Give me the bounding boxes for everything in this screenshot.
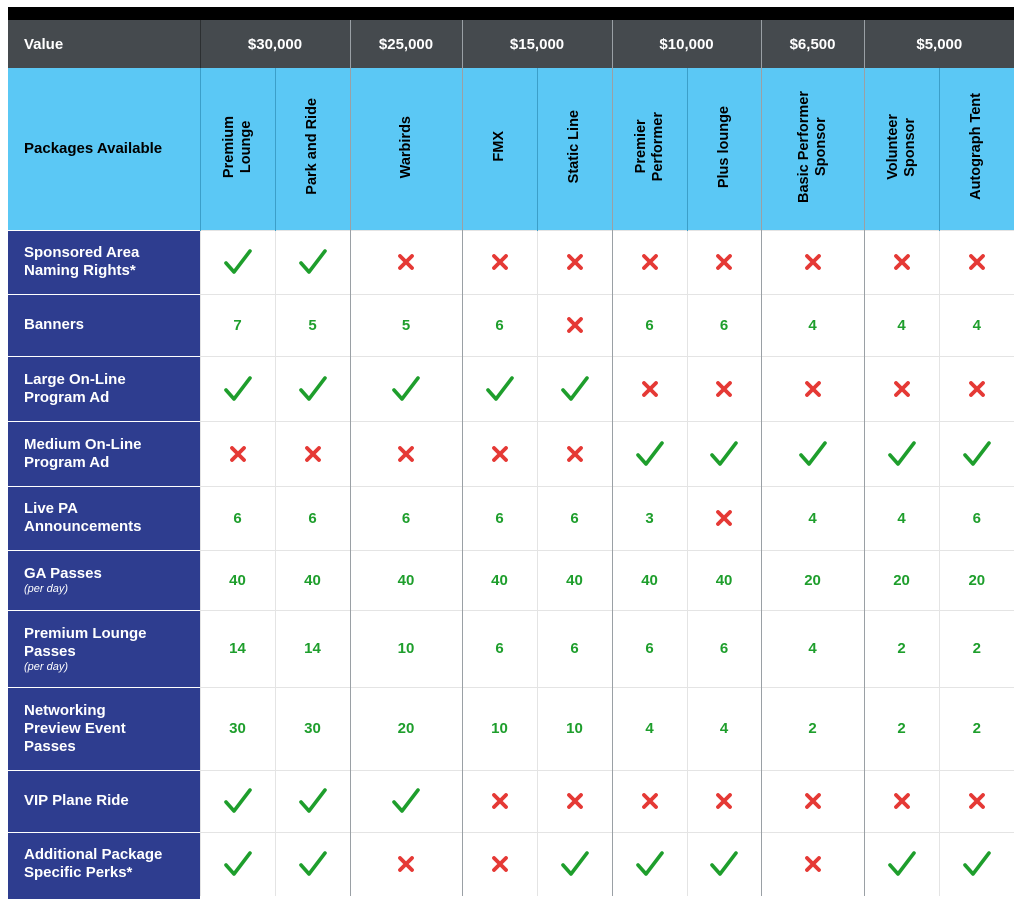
- benefit-value: 6: [495, 640, 504, 657]
- cross-icon: [490, 252, 510, 272]
- package-name-cell: [200, 68, 275, 230]
- benefit-cell: [939, 486, 1014, 550]
- cross-icon: [967, 379, 987, 399]
- benefit-value: 2: [897, 640, 906, 657]
- benefit-value: 30: [229, 720, 246, 737]
- benefit-cell: [687, 687, 761, 770]
- benefit-cell: [687, 832, 761, 896]
- benefit-value: 20: [804, 571, 821, 589]
- benefit-label-text: Live PA Announcements: [24, 500, 142, 535]
- benefit-value: 40: [229, 571, 246, 589]
- benefit-cell: [612, 356, 687, 421]
- benefit-label: [8, 421, 200, 486]
- benefit-cell: [462, 486, 537, 550]
- tier-price: $10,000: [612, 20, 761, 68]
- benefit-row: [8, 294, 1014, 356]
- check-icon: [298, 850, 328, 878]
- benefit-value: 2: [808, 720, 817, 737]
- benefit-value: 6: [972, 509, 981, 527]
- benefit-cell: [200, 294, 275, 356]
- benefit-value: 40: [397, 571, 415, 589]
- benefit-cell: [761, 486, 864, 550]
- benefit-cell: [864, 770, 939, 832]
- benefit-cell: [939, 230, 1014, 294]
- benefit-cell: [761, 294, 864, 356]
- benefit-cell: [612, 550, 687, 610]
- benefit-cell: [462, 687, 537, 770]
- benefit-label-text: Banners: [24, 316, 85, 333]
- cross-icon: [228, 444, 248, 464]
- package-name-cell: [612, 68, 687, 230]
- benefit-label: [8, 356, 200, 421]
- check-icon: [391, 375, 421, 403]
- benefit-value: 2: [972, 640, 981, 657]
- benefit-label-text: Medium On-Line Program Ad: [24, 435, 142, 471]
- benefit-value: 20: [397, 720, 415, 737]
- benefit-value: 7: [233, 316, 242, 334]
- packages-label: Packages Available: [8, 68, 200, 230]
- package-name: Premium Lounge: [220, 115, 254, 178]
- check-icon: [709, 440, 739, 468]
- benefit-value: 40: [641, 571, 658, 589]
- benefit-value: 40: [566, 571, 583, 589]
- benefit-label-text: Large On-Line Program Ad: [24, 370, 126, 406]
- benefit-cell: [275, 832, 350, 896]
- benefit-cell: [939, 687, 1014, 770]
- benefit-value: 4: [808, 640, 817, 657]
- package-name-cell: [864, 68, 939, 230]
- benefit-cell: [275, 356, 350, 421]
- check-icon: [223, 850, 253, 878]
- benefit-value: 14: [229, 640, 246, 657]
- benefit-cell: [687, 550, 761, 610]
- cross-icon: [640, 379, 660, 399]
- benefit-cell: [200, 550, 275, 610]
- benefit-cell: [537, 294, 612, 356]
- sponsorship-table: [8, 20, 1014, 896]
- benefit-value: 6: [570, 640, 579, 657]
- benefit-cell: [462, 610, 537, 687]
- benefit-cell: [200, 421, 275, 486]
- check-icon: [635, 440, 665, 468]
- cross-icon: [803, 379, 823, 399]
- cross-icon: [490, 444, 510, 464]
- cross-icon: [565, 791, 585, 811]
- cross-icon: [967, 791, 987, 811]
- check-icon: [798, 440, 828, 468]
- check-icon: [560, 850, 590, 878]
- benefit-cell: [537, 770, 612, 832]
- package-name: Plus lounge: [715, 105, 732, 188]
- benefit-cell: [612, 421, 687, 486]
- benefit-row: [8, 832, 1014, 896]
- bottom-bar: [8, 896, 200, 899]
- benefit-cell: [761, 610, 864, 687]
- benefit-cell: [537, 486, 612, 550]
- cross-icon: [803, 252, 823, 272]
- cross-icon: [803, 854, 823, 874]
- benefit-label: [8, 294, 200, 356]
- benefit-cell: [761, 356, 864, 421]
- benefit-label: [8, 832, 200, 896]
- cross-icon: [714, 508, 734, 528]
- cross-icon: [640, 791, 660, 811]
- benefit-cell: [275, 421, 350, 486]
- benefit-cell: [275, 294, 350, 356]
- package-name-cell: [350, 68, 462, 230]
- benefit-value: 6: [570, 509, 579, 527]
- benefit-value: 14: [304, 640, 321, 657]
- benefit-cell: [350, 550, 462, 610]
- benefit-cell: [864, 356, 939, 421]
- benefit-label-text: GA Passes: [24, 565, 102, 582]
- cross-icon: [396, 444, 416, 464]
- benefit-value: 20: [968, 571, 986, 589]
- check-icon: [709, 850, 739, 878]
- benefit-label-text: Sponsored Area Naming Rights*: [24, 244, 140, 279]
- benefit-cell: [687, 610, 761, 687]
- cross-icon: [803, 791, 823, 811]
- cross-icon: [714, 252, 734, 272]
- benefit-cell: [687, 486, 761, 550]
- benefit-cell: [462, 294, 537, 356]
- tier-price: $15,000: [462, 20, 612, 68]
- benefit-cell: [350, 230, 462, 294]
- benefit-cell: [462, 770, 537, 832]
- tier-price: $6,500: [761, 20, 864, 68]
- benefit-cell: [761, 550, 864, 610]
- benefit-row: [8, 421, 1014, 486]
- benefit-cell: [864, 550, 939, 610]
- check-icon: [887, 850, 917, 878]
- benefit-value: 4: [897, 316, 906, 334]
- benefit-cell: [939, 421, 1014, 486]
- benefit-cell: [350, 294, 462, 356]
- benefit-value: 6: [719, 640, 729, 657]
- benefit-label-text: Networking Preview Event Passes: [24, 701, 126, 755]
- check-icon: [485, 375, 515, 403]
- benefit-value: 40: [715, 571, 733, 589]
- benefit-cell: [761, 832, 864, 896]
- benefit-label-note: (per day): [24, 583, 69, 595]
- cross-icon: [892, 791, 912, 811]
- package-name: Park and Ride: [304, 98, 320, 196]
- package-name: Autograph Tent: [968, 93, 985, 201]
- check-icon: [298, 375, 328, 403]
- benefit-label: [8, 230, 200, 294]
- benefit-value: 10: [491, 720, 508, 737]
- cross-icon: [714, 379, 734, 399]
- cross-icon: [565, 444, 585, 464]
- cross-icon: [303, 444, 323, 464]
- check-icon: [298, 787, 328, 815]
- package-name: Basic Performer Sponsor: [795, 90, 829, 203]
- benefit-cell: [864, 421, 939, 486]
- package-name: Volunteer Sponsor: [884, 113, 918, 180]
- benefit-value: 6: [719, 316, 729, 334]
- check-icon: [223, 248, 253, 276]
- cross-icon: [565, 252, 585, 272]
- benefit-cell: [612, 687, 687, 770]
- benefit-label-text: Premium Lounge Passes: [24, 624, 147, 660]
- benefit-cell: [939, 356, 1014, 421]
- package-name-cell: [939, 68, 1014, 230]
- benefit-cell: [275, 770, 350, 832]
- package-name-cell: [687, 68, 761, 230]
- benefit-cell: [939, 832, 1014, 896]
- check-icon: [298, 248, 328, 276]
- benefit-cell: [537, 356, 612, 421]
- benefit-cell: [939, 770, 1014, 832]
- benefit-value: 6: [401, 509, 411, 527]
- check-icon: [223, 787, 253, 815]
- benefit-cell: [939, 550, 1014, 610]
- benefit-cell: [200, 770, 275, 832]
- benefit-row: [8, 356, 1014, 421]
- package-name-cell: [275, 68, 350, 230]
- benefit-value: 6: [495, 316, 504, 334]
- benefit-cell: [537, 230, 612, 294]
- benefit-cell: [612, 770, 687, 832]
- benefit-value: 6: [233, 509, 242, 527]
- benefit-cell: [462, 550, 537, 610]
- benefit-row: [8, 486, 1014, 550]
- benefit-value: 10: [397, 640, 415, 657]
- benefit-cell: [864, 486, 939, 550]
- sponsorship-table-container: [8, 7, 1014, 899]
- benefit-label-text: VIP Plane Ride: [24, 792, 129, 809]
- benefit-cell: [200, 610, 275, 687]
- tier-price: $30,000: [200, 20, 350, 68]
- benefit-value: 20: [893, 571, 910, 589]
- cross-icon: [640, 252, 660, 272]
- benefit-cell: [275, 610, 350, 687]
- benefit-cell: [537, 421, 612, 486]
- cross-icon: [565, 315, 585, 335]
- benefit-label: [8, 687, 200, 770]
- benefit-cell: [200, 230, 275, 294]
- benefit-value: 10: [566, 720, 583, 737]
- benefit-label: [8, 486, 200, 550]
- cross-icon: [396, 854, 416, 874]
- benefit-cell: [939, 610, 1014, 687]
- benefit-row: [8, 770, 1014, 832]
- benefit-cell: [761, 687, 864, 770]
- cross-icon: [892, 252, 912, 272]
- benefit-cell: [200, 486, 275, 550]
- benefit-cell: [462, 230, 537, 294]
- benefit-cell: [864, 687, 939, 770]
- package-name-cell: [537, 68, 612, 230]
- benefit-value: 5: [401, 316, 411, 334]
- tier-price: $25,000: [350, 20, 462, 68]
- tier-price: $5,000: [864, 20, 1014, 68]
- benefit-cell: [350, 486, 462, 550]
- benefit-value: 40: [304, 571, 321, 589]
- cross-icon: [490, 854, 510, 874]
- benefit-value: 3: [645, 509, 654, 527]
- benefit-cell: [350, 356, 462, 421]
- benefit-cell: [612, 832, 687, 896]
- cross-icon: [714, 791, 734, 811]
- benefit-value: 6: [645, 316, 654, 334]
- benefit-cell: [612, 486, 687, 550]
- benefit-value: 4: [645, 720, 654, 737]
- benefit-cell: [537, 832, 612, 896]
- benefit-cell: [462, 421, 537, 486]
- package-name-cell: [761, 68, 864, 230]
- benefit-cell: [350, 832, 462, 896]
- benefit-value: 4: [897, 509, 906, 527]
- benefit-cell: [687, 294, 761, 356]
- benefit-value: 4: [808, 316, 817, 334]
- benefit-cell: [687, 230, 761, 294]
- benefit-value: 2: [897, 720, 906, 737]
- check-icon: [962, 440, 992, 468]
- benefit-label-note: (per day): [24, 660, 69, 673]
- benefit-cell: [761, 770, 864, 832]
- cross-icon: [396, 252, 416, 272]
- benefit-value: 6: [645, 640, 654, 657]
- cross-icon: [892, 379, 912, 399]
- benefit-cell: [537, 550, 612, 610]
- benefit-cell: [939, 294, 1014, 356]
- benefit-label: [8, 770, 200, 832]
- benefit-label: [8, 610, 200, 687]
- benefit-cell: [864, 610, 939, 687]
- benefit-cell: [275, 687, 350, 770]
- benefit-cell: [687, 356, 761, 421]
- benefit-cell: [537, 610, 612, 687]
- package-name: Warbirds: [397, 115, 414, 178]
- value-header-row: [8, 20, 1014, 68]
- benefit-cell: [612, 294, 687, 356]
- cross-icon: [490, 791, 510, 811]
- benefit-value: 6: [308, 509, 317, 527]
- benefit-cell: [687, 421, 761, 486]
- benefit-cell: [687, 770, 761, 832]
- benefit-label-text: Additional Package Specific Perks*: [24, 846, 163, 882]
- benefit-cell: [200, 832, 275, 896]
- check-icon: [887, 440, 917, 468]
- benefit-cell: [200, 356, 275, 421]
- benefit-value: 6: [495, 509, 504, 527]
- package-name: Static Line: [566, 110, 583, 184]
- benefit-value: 30: [304, 720, 321, 737]
- benefit-cell: [200, 687, 275, 770]
- benefit-cell: [761, 230, 864, 294]
- check-icon: [962, 850, 992, 878]
- benefit-value: 2: [972, 720, 981, 737]
- benefit-cell: [761, 421, 864, 486]
- benefit-cell: [350, 770, 462, 832]
- benefit-cell: [612, 230, 687, 294]
- package-name-cell: [462, 68, 537, 230]
- benefit-cell: [537, 687, 612, 770]
- benefit-cell: [864, 832, 939, 896]
- packages-header-row: [8, 68, 1014, 230]
- benefit-value: 4: [972, 316, 981, 334]
- benefit-cell: [612, 610, 687, 687]
- package-name: Premier Performer: [632, 112, 666, 182]
- benefit-label: [8, 550, 200, 610]
- benefit-cell: [350, 687, 462, 770]
- value-label: Value: [8, 20, 200, 68]
- benefit-value: 5: [308, 316, 317, 334]
- top-bar: [8, 7, 1014, 20]
- benefit-value: 4: [808, 509, 817, 527]
- benefit-cell: [462, 356, 537, 421]
- benefit-cell: [275, 486, 350, 550]
- benefit-row: [8, 687, 1014, 770]
- benefit-cell: [350, 610, 462, 687]
- package-name: FMX: [491, 131, 508, 163]
- benefit-cell: [275, 550, 350, 610]
- benefit-cell: [864, 294, 939, 356]
- benefit-value: 40: [491, 571, 508, 589]
- benefit-cell: [350, 421, 462, 486]
- benefit-cell: [275, 230, 350, 294]
- benefit-row: [8, 550, 1014, 610]
- cross-icon: [967, 252, 987, 272]
- benefit-value: 4: [719, 720, 729, 737]
- check-icon: [391, 787, 421, 815]
- check-icon: [560, 375, 590, 403]
- benefit-cell: [864, 230, 939, 294]
- benefit-cell: [462, 832, 537, 896]
- benefit-row: [8, 610, 1014, 687]
- check-icon: [635, 850, 665, 878]
- benefit-row: [8, 230, 1014, 294]
- check-icon: [223, 375, 253, 403]
